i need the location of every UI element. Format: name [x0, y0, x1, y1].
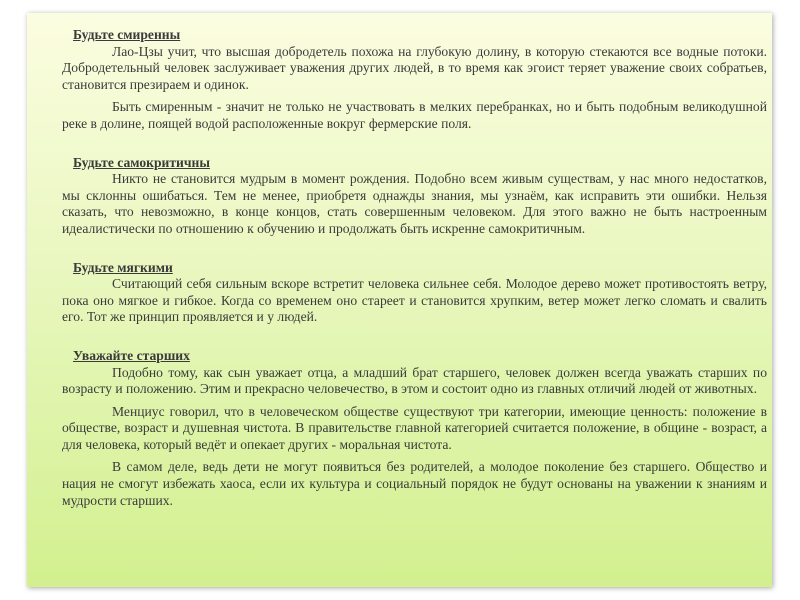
- paragraph: Быть смиренным - значит не только не участвовать в мелких перебранках, но и быть подобным великодушной реке в долине, поящей водой расположенные вокруг фермерские поля.: [62, 99, 767, 131]
- section-gap: [62, 326, 767, 348]
- section-title: Будьте самокритичны: [73, 154, 210, 170]
- slide-content: [62, 27, 767, 509]
- section-title: Уважайте старших: [73, 347, 190, 363]
- section-respect-elders: [62, 348, 767, 509]
- slide: [27, 13, 772, 587]
- paragraph: Лао-Цзы учит, что высшая добродетель похожа на глубокую долину, в которую стекаются все водные потоки. Добродетельный человек заслуживает уважения других людей, в то время как эгоист теряет уважение своих собратьев, становится презираем и одинок.: [62, 43, 767, 92]
- section-title: Будьте мягкими: [73, 259, 173, 275]
- paragraph: Никто не становится мудрым в момент рождения. Подобно всем живым существам, у нас много недостатков, мы склонны ошибаться. Тем не менее, приобретя однажды знания, мы узнаём, как исправить эти ошибки. Нельзя сказать, что невозможно, в конце концов, стать совершенным человеком. Для этого важно не быть настроенным идеалистически по отношению к обучению и продолжать быть искренне самокритичным.: [62, 171, 767, 236]
- section-gentle: [62, 260, 767, 326]
- paragraph: Подобно тому, как сын уважает отца, а младший брат старшего, человек должен всегда уважать старших по возрасту и положению. Этим и прекрасно человечество, в этом и состоит одно из главных отличий людей от животных.: [62, 364, 767, 397]
- section-title: Будьте смиренны: [73, 27, 181, 42]
- paragraph: Считающий себя сильным вскоре встретит человека сильнее себя. Молодое дерево может противостоять ветру, пока оно мягкое и гибкое. Когда со временем оно стареет и становится хрупким, ветер может легко сломать и свалить его. Тот же принцип проявляется и у людей.: [62, 276, 767, 325]
- paragraph: В самом деле, ведь дети не могут появиться без родителей, а молодое поколение без старшего. Общество и нация не смогут избежать хаоса, если их культура и социальный порядок не будут основаны на уважении к знаниям и мудрости старших.: [62, 459, 767, 508]
- section-humble: [62, 27, 767, 133]
- section-gap: [62, 238, 767, 260]
- section-gap: [62, 133, 767, 155]
- paragraph: Менциус говорил, что в человеческом обществе существуют три категории, имеющие ценность: положение в обществе, возраст и душевная чистота. В правительстве главной категорией считается положение, в общине - возраст, а для человека, который ведёт и опекает других - моральная чистота.: [62, 403, 767, 452]
- section-self-critical: [62, 155, 767, 238]
